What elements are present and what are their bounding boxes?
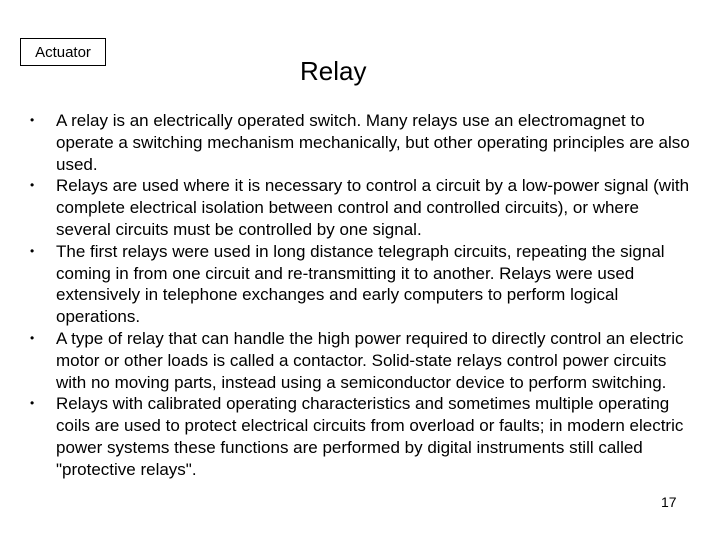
- bullet-item: [0, 110, 720, 175]
- bullet-text: Relays with calibrated operating characteristics and sometimes multiple operating coils are used to protect electrical circuits from overload or faults; in modern electric power systems these functions are performed by digital instruments still called "protective relays".: [56, 394, 684, 479]
- slide-title: Relay: [300, 56, 367, 86]
- bullet-text: Relays are used where it is necessary to control a circuit by a low-power signal (with complete electrical isolation between control and controlled circuits), or where several circuits must be controlled by one signal.: [56, 176, 690, 239]
- bullet-icon: •: [30, 178, 35, 193]
- bullet-list: [0, 110, 720, 481]
- bullet-text: A type of relay that can handle the high power required to directly control an electric motor or other loads is called a contactor. Solid-state relays control power circuits with no moving parts, instead using a semiconductor device to perform switching.: [56, 328, 684, 392]
- bullet-icon: •: [30, 396, 35, 411]
- bullet-item: [0, 175, 720, 240]
- bullet-text: The first relays were used in long distance telegraph circuits, repeating the signal coming in from one circuit and re-transmitting it to another. Relays were used extensively in telephone exchanges and early computers to perform logical operations.: [56, 241, 665, 327]
- bullet-icon: •: [30, 243, 35, 258]
- page-number: 17: [661, 494, 677, 510]
- bullet-text: A relay is an electrically operated switch. Many relays use an electromagnet to operate a switching mechanism mechanically, but other operating principles are also used.: [56, 111, 690, 174]
- bullet-item: [0, 328, 720, 393]
- bullet-icon: •: [30, 330, 35, 345]
- bullet-item: [0, 241, 720, 328]
- section-tag: [20, 38, 106, 66]
- bullet-icon: •: [30, 113, 35, 127]
- section-tag-label: Actuator: [35, 43, 91, 61]
- bullet-item: [0, 393, 720, 480]
